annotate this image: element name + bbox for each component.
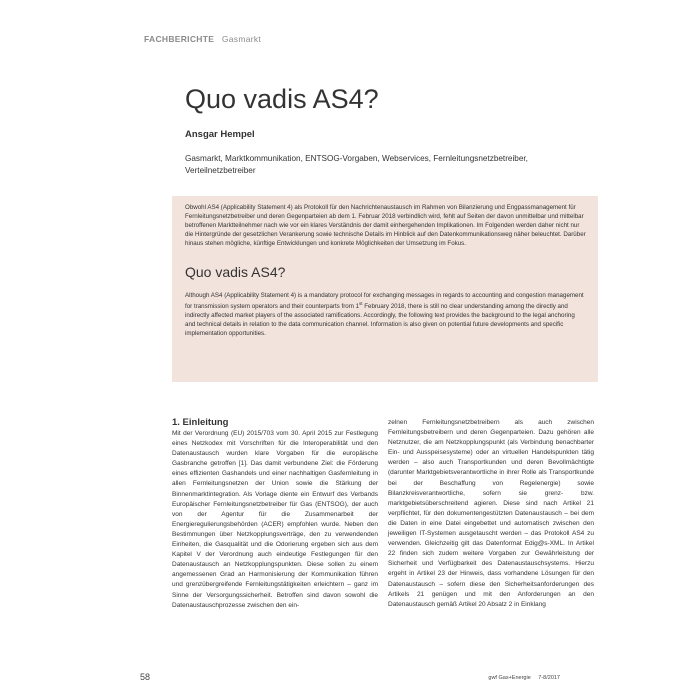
- body-column-left: [172, 417, 378, 611]
- body-column-right: [388, 417, 594, 610]
- section-label: FACHBERICHTE: [144, 34, 215, 44]
- abstract-english-part2: February 2018, there is still no clear understanding among the directly and indirectly affected market players of the associated ramifications. Accordingly, the following text provides the background to the legal anchoring and technical details in relation to the data communication channel. Information is also given on potential future developments and specific implementation opportunities.: [185, 303, 575, 338]
- body-paragraph-left: Mit der Verordnung (EU) 2015/703 vom 30. April 2015 zur Festlegung eines Netzkodex mit Vorschriften für die Interoperabilität und den Datenaustausch wurden klare Vorgaben für die europäische Gasbranche getroffen [1]. Das damit verbundene Ziel: die Förderung eines effizienten Gashandels und einer nachhaltigen Gasfernleitung in allen Fernleitungsnetzen der Union sowie die Stärkung der Binnenmarktintegration. Als Vorlage diente ein Entwurf des Verbands Europäischer Fernleitungsnetzbetreiber für Gas (ENTSOG), der auch von der Agentur für die Zusammenarbeit der Energieregulierungsbehörden (ACER) empfohlen wurde. Neben den Bestimmungen über Netzkopplungsverträge, den zu verwendenden Einheiten, die Gasqualität und die Odorierung ergeben sich aus dem Kapitel V der Verordnung auch eindeutige Festlegungen für den Datenaustausch an Netzkopplungspunkten. Diese sollen zu einem angemessenen Grad an Harmonisierung der Kommunikation führen und grenzübergreifende Fernleitungstätigkeiten erleichtern – ganz im Sinne der Versorgungssicherheit. Betroffen sind davon sowohl die Datenaustauschprozesse zwischen den ein-: [172, 430, 378, 609]
- keywords: Gasmarkt, Marktkommunikation, ENTSOG-Vorgaben, Webservices, Fernleitungsnetzbetreiber, Verteilnetzbetreiber: [185, 154, 528, 175]
- subsection-label: Gasmarkt: [221, 34, 262, 44]
- abstract-english: [185, 292, 586, 340]
- author-name: Ansgar Hempel: [185, 129, 255, 140]
- abstract-english-superscript: st: [359, 301, 363, 307]
- journal-issue: 7-8/2017: [538, 675, 560, 681]
- abstract-german: Obwohl AS4 (Applicability Statement 4) als Protokoll für den Nachrichtenaustausch im Rahmen von Bilanzierung und Engpassmanagement für Fernleitungsnetzbetreiber und deren Gegenparteien ab dem 1. Februar 2018 verbindlich wird, fehlt auf Seiten der davon unmittelbar und mittelbar betroffenen Marktteilnehmer nach wie vor ein klares Verständnis der damit einhergehenden Implikationen. Im Folgenden werden daher nicht nur die Hintergründe der gesetzlichen Verankerung sowie technische Details im Hinblick auf den Datenkommunikationsweg näher beleuchtet. Darüber hinaus stehen mögliche, künftige Entwicklungen und konkrete Möglichkeiten der Umsetzung im Fokus.: [185, 204, 586, 247]
- abstract-box: [172, 196, 598, 382]
- abstract-english-part1: Although AS4 (Applicability Statement 4) is a mandatory protocol for exchanging messages in regards to accounting and congestion management for transmission system operators and their counterparts from 1: [185, 291, 584, 311]
- running-header: [144, 34, 261, 44]
- body-paragraph-right: zelnen Fernleitungsnetzbetreibern als auch zwischen Fernleitungsbetreibern und deren Gegenparteien. Dazu gehören alle Netznutzer, die am Netzkopplungspunkt (als Verbindung benachbarter Ein- und Ausspeisesysteme) oder an virtuellen Handelspunkten tätig werden – also auch Transportkunden und deren Bevollmächtigte (darunter Marktgebietsverantwortliche in ihrer Rolle als Transportkunde bei der Beschaffung von Regelenergie) sowie Bilanzkreisverantwortliche, sofern sie grenz- bzw. marktgebietsüberschreitend agieren. Diese sind nach Artikel 21 verpflichtet, für den dokumentengestützten Datenaustausch – bei dem die Daten in eine Datei eingebettet und automatisch zwischen den jeweiligen IT-Systemen ausgetauscht werden – das Protokoll AS4 zu verwenden. Gleichzeitig gilt das Datenformat Edig@s-XML. In Artikel 22 finden sich zudem weitere Vorgaben zur Gewährleistung der Sicherheit und Verfügbarkeit des Datenaustauschsystems. Hierzu ergeht in Artikel 23 der Hinweis, dass vorhandene Lösungen für den Datenaustausch – sofern diese den Sicherheitsanforderungen des Artikels 21 genügen und mit den Anforderungen an den Datenaustausch gemäß Artikel 20 Absatz 2 in Einklang: [388, 419, 594, 608]
- footer-journal-info: [488, 675, 560, 681]
- abstract-english-title: Quo vadis AS4?: [185, 263, 286, 280]
- article-title: Quo vadis AS4?: [185, 84, 379, 114]
- page-number: 58: [140, 672, 151, 682]
- section-heading: 1. Einleitung: [172, 417, 229, 428]
- journal-name: gwf Gas+Energie: [488, 675, 531, 681]
